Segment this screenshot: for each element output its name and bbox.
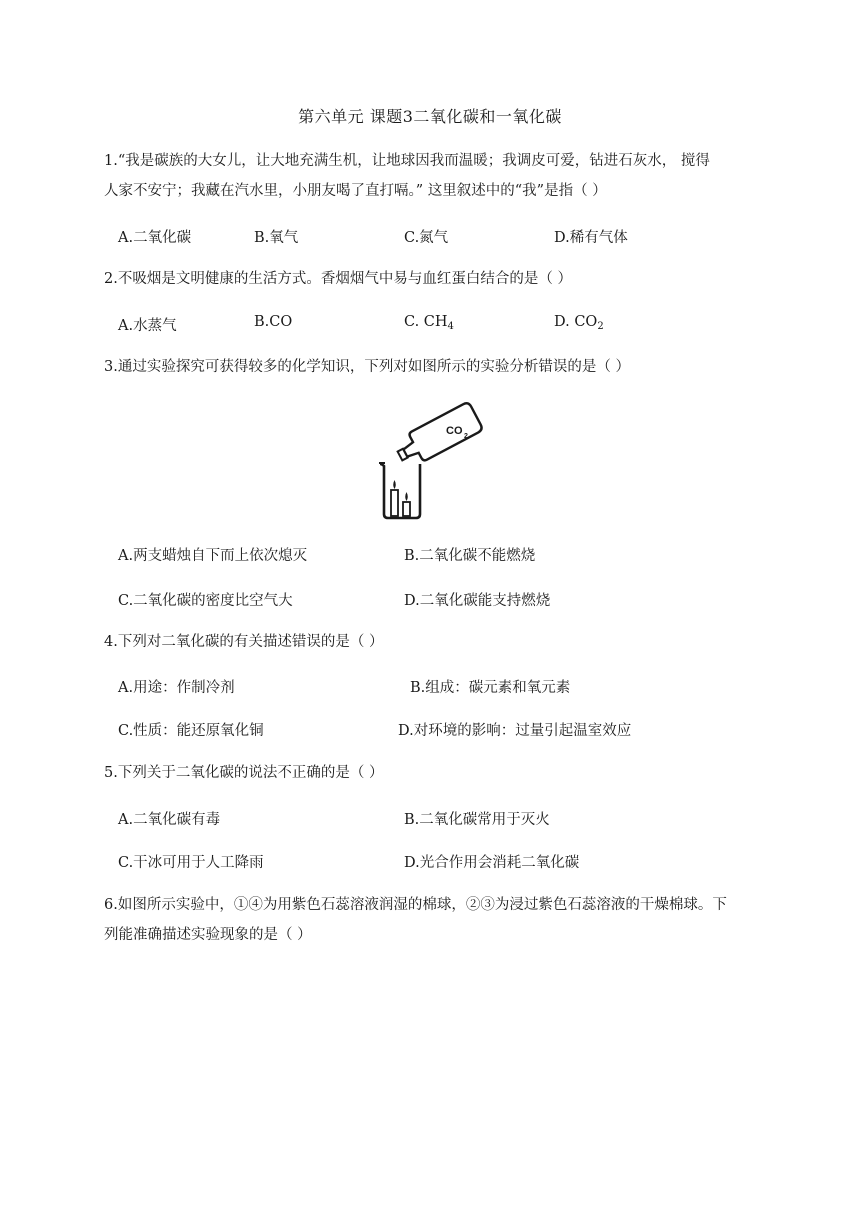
co2-bottle-label: CO xyxy=(446,425,463,437)
question-2-option-d-subscript: 2 xyxy=(597,321,604,332)
question-5-line-1: 5.下列关于二氧化碳的说法不正确的是（ ） xyxy=(104,765,384,781)
question-5-option-b: B.二氧化碳常用于灭火 xyxy=(404,812,550,828)
question-2-option-a: A.水蒸气 xyxy=(118,318,177,334)
question-4-stem xyxy=(104,627,764,657)
question-4-option-a: A.用途：作制冷剂 xyxy=(118,680,235,696)
tall-candle-icon xyxy=(391,480,398,516)
page-title: 第六单元 课题3二氧化碳和一氧化碳 xyxy=(298,107,562,126)
question-3-option-a: A.两支蜡烛自下而上依次熄灭 xyxy=(118,548,308,564)
question-1-stem xyxy=(104,146,764,206)
question-5-option-d: D.光合作用会消耗二氧化碳 xyxy=(404,855,580,871)
question-5-option-a: A.二氧化碳有毒 xyxy=(118,812,221,828)
question-3-option-d: D.二氧化碳能支持燃烧 xyxy=(404,593,551,609)
question-2-stem xyxy=(104,264,764,294)
question-1-option-d: D.稀有气体 xyxy=(554,230,628,246)
question-5-stem xyxy=(104,758,764,788)
question-2-option-d xyxy=(554,314,604,330)
question-1-option-c: C.氮气 xyxy=(404,230,449,246)
short-candle-icon xyxy=(403,492,410,516)
question-3-stem xyxy=(104,352,764,382)
question-3-option-b: B.二氧化碳不能燃烧 xyxy=(404,548,536,564)
question-2-option-c-text: C. CH xyxy=(404,314,448,330)
question-1-option-a: A.二氧化碳 xyxy=(118,230,192,246)
question-1-line-2: 人家不安宁；我藏在汽水里，小朋友喝了直打嗝。” 这里叙述中的“我”是指（ ） xyxy=(104,183,607,199)
beaker-icon xyxy=(379,463,420,518)
question-1-option-b: B.氧气 xyxy=(254,230,299,246)
question-1-line-1: 1.“我是碳族的大女儿，让大地充满生机，让地球因我而温暖；我调皮可爱，钻进石灰水， 搅得 xyxy=(104,153,710,169)
co2-pouring-figure xyxy=(376,398,496,522)
question-3-line-1: 3.通过实验探究可获得较多的化学知识，下列对如图所示的实验分析错误的是（ ） xyxy=(104,359,630,375)
co2-bottle-label-subscript: 2 xyxy=(464,433,468,440)
question-2-option-c-subscript: 4 xyxy=(447,321,454,332)
question-4-option-b: B.组成：碳元素和氧元素 xyxy=(410,680,571,696)
question-2-option-b: B.CO xyxy=(254,314,293,330)
question-4-option-d: D.对环境的影响：过量引起温室效应 xyxy=(398,723,632,739)
question-4-line-1: 4.下列对二氧化碳的有关描述错误的是（ ） xyxy=(104,634,384,650)
question-3-option-c: C.二氧化碳的密度比空气大 xyxy=(118,593,293,609)
question-6-stem xyxy=(104,890,764,950)
co2-bottle-icon xyxy=(392,401,483,470)
question-4-option-c: C.性质：能还原氧化铜 xyxy=(118,723,264,739)
question-6-line-1: 6.如图所示实验中，①④为用紫色石蕊溶液润湿的棉球，②③为浸过紫色石蕊溶液的干燥棉球。下 xyxy=(104,897,727,913)
question-2-option-d-text: D. CO xyxy=(554,314,598,330)
question-6-line-2: 列能准确描述实验现象的是（ ） xyxy=(104,927,312,943)
question-5-option-c: C.干冰可用于人工降雨 xyxy=(118,855,264,871)
question-2-option-c xyxy=(404,314,454,330)
question-2-line-1: 2.不吸烟是文明健康的生活方式。香烟烟气中易与血红蛋白结合的是（ ） xyxy=(104,271,572,287)
